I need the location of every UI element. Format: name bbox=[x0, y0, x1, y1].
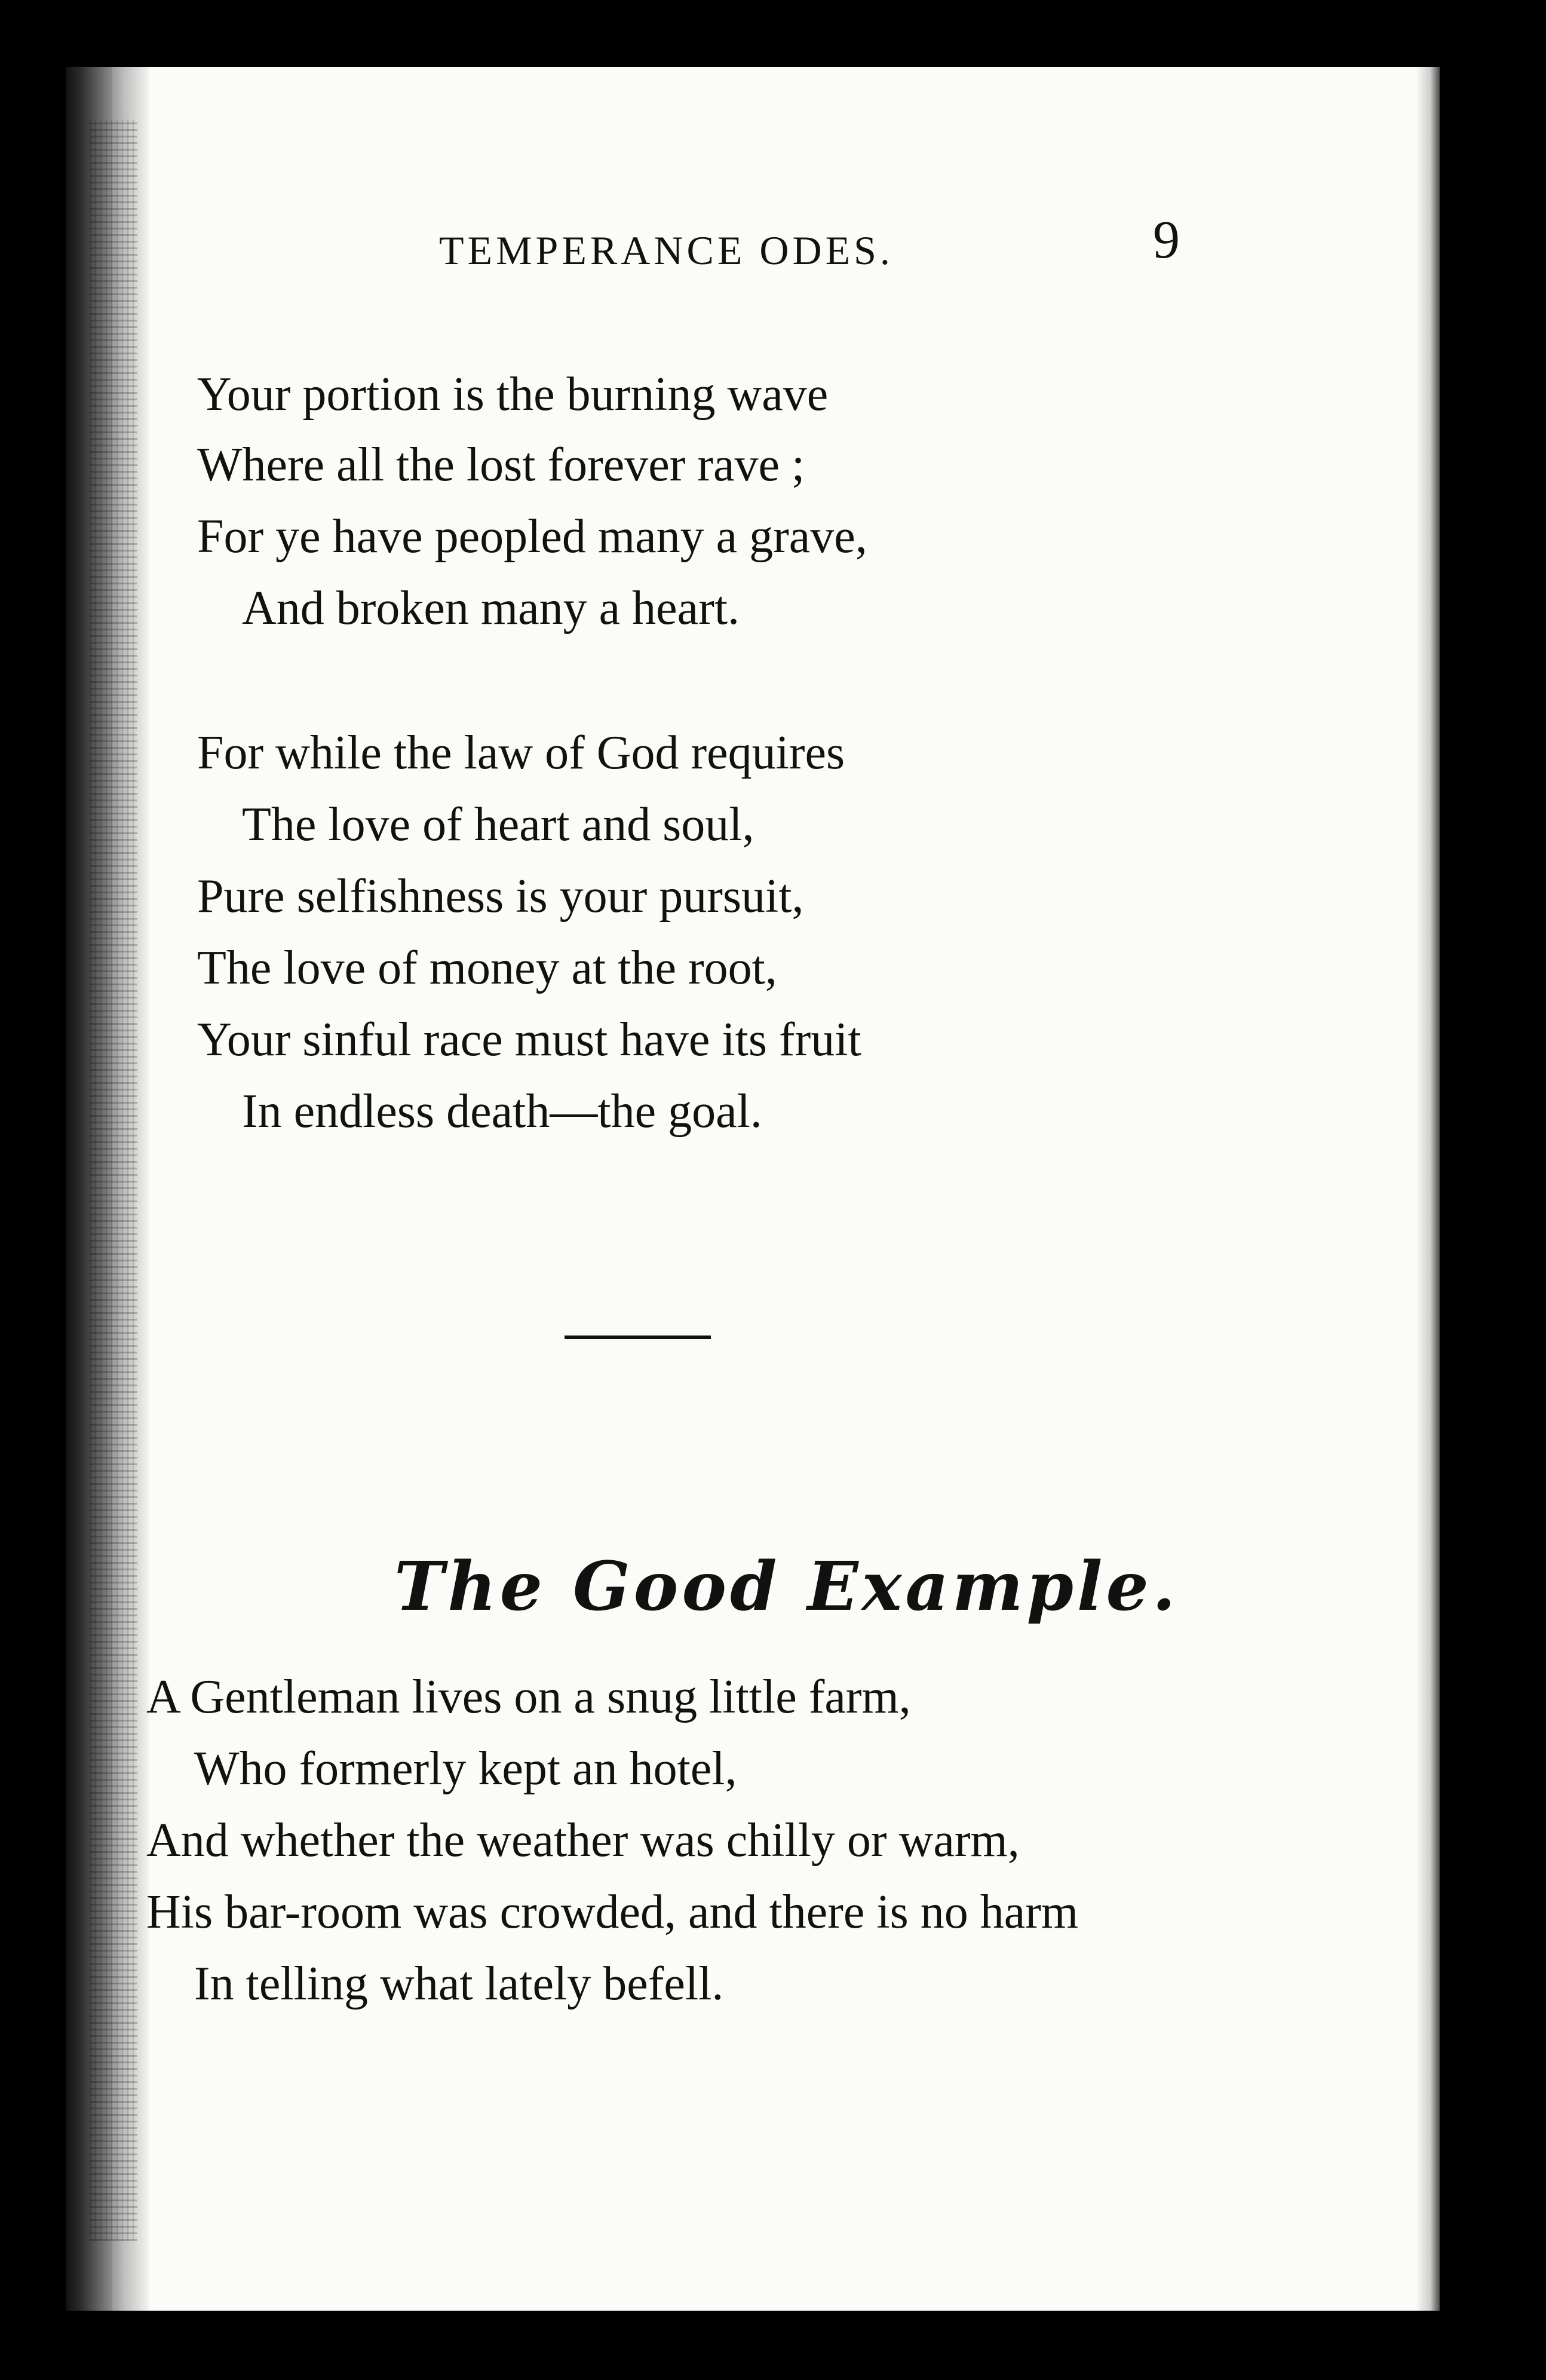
verse-line: And whether the weather was chilly or warm, bbox=[146, 1814, 1020, 1867]
page-edge-shadow bbox=[1416, 67, 1440, 2311]
page-number: 9 bbox=[1153, 210, 1180, 269]
verse-line: Pure selfishness is your pursuit, bbox=[197, 870, 804, 923]
verse-line: For ye have peopled many a grave, bbox=[197, 510, 867, 563]
verse-line: The love of heart and soul, bbox=[242, 798, 754, 851]
section-divider-rule bbox=[565, 1336, 711, 1339]
verse-line: Who formerly kept an hotel, bbox=[194, 1742, 737, 1795]
verse-line: Your portion is the burning wave bbox=[197, 368, 829, 421]
verse-line: For while the law of God requires bbox=[197, 727, 845, 779]
verse-line: Where all the lost forever rave ; bbox=[197, 439, 805, 491]
section-title: The Good Example. bbox=[394, 1548, 1179, 1626]
verse-line: The love of money at the root, bbox=[197, 942, 777, 994]
verse-line: In endless death—the goal. bbox=[242, 1085, 762, 1138]
verse-line: His bar-room was crowded, and there is no harm bbox=[146, 1886, 1079, 1938]
running-head: TEMPERANCE ODES. bbox=[439, 228, 894, 273]
verse-line: And broken many a heart. bbox=[242, 582, 740, 635]
verse-line: In telling what lately befell. bbox=[194, 1958, 724, 2010]
verse-line: Your sinful race must have its fruit bbox=[197, 1013, 861, 1066]
spine-speckle-texture bbox=[90, 120, 137, 2241]
verse-line: A Gentleman lives on a snug little farm, bbox=[146, 1671, 911, 1723]
